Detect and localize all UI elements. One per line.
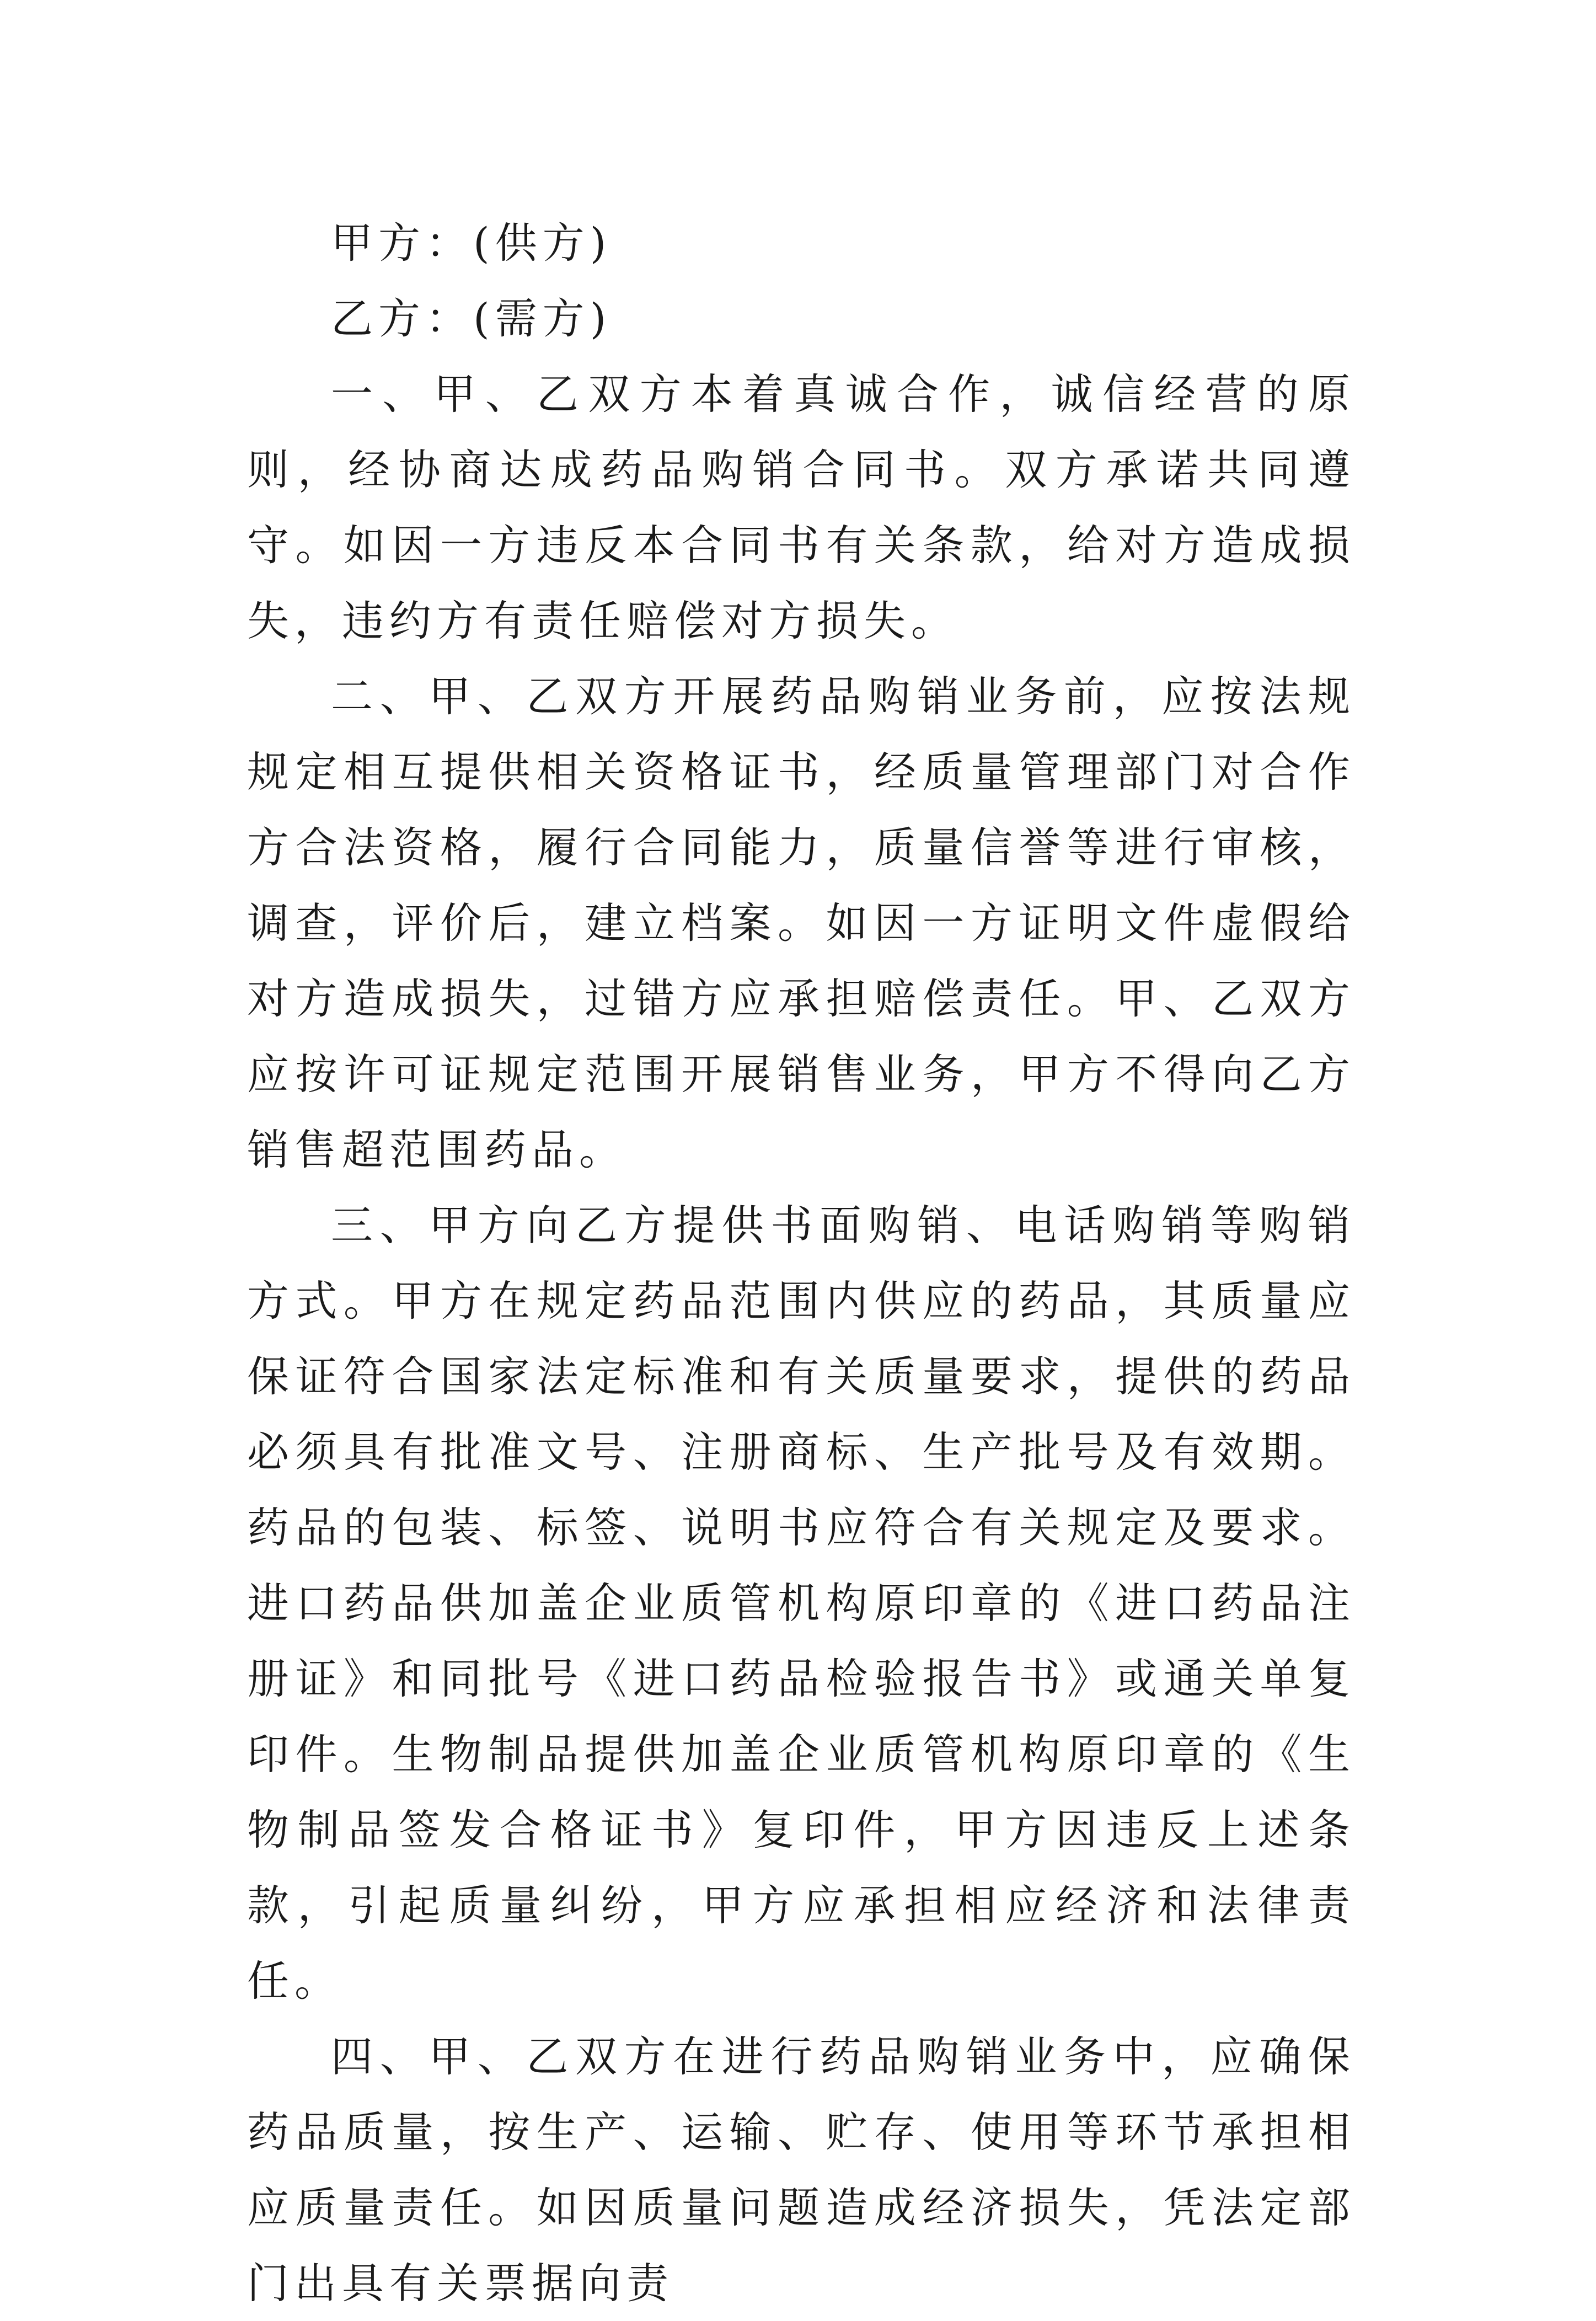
clause-3: 三、甲方向乙方提供书面购销、电话购销等购销方式。甲方在规定药品范围内供应的药品，其质量应保证符合国家法定标准和有关质量要求，提供的药品必须具有批准文号、注册商标、生产批号及有效期。药品的包装、标签、说明书应符合有关规定及要求。进口药品供加盖企业质管机构原印章的《进口药品注册证》和同批号《进口药品检验报告书》或通关单复印件。生物制品提供加盖企业质管机构原印章的《生物制品签发合格证书》复印件，甲方因违反上述条款，引起质量纠纷，甲方应承担相应经济和法律责任。 xyxy=(247,1201,1356,2006)
document-body xyxy=(247,205,1356,2321)
clause-1: 一、甲、乙双方本着真诚合作，诚信经营的原则，经协商达成药品购销合同书。双方承诺共同遵守。如因一方违反本合同书有关条款，给对方造成损失，违约方有责任赔偿对方损失。 xyxy=(247,370,1356,645)
clause-4: 四、甲、乙双方在进行药品购销业务中，应确保药品质量，按生产、运输、贮存、使用等环节承担相应质量责任。如因质量问题造成经济损失，凭法定部门出具有关票据向责 xyxy=(247,2032,1356,2308)
clause-2: 二、甲、乙双方开展药品购销业务前，应按法规规定相互提供相关资格证书，经质量管理部门对合作方合法资格，履行合同能力，质量信誉等进行审核，调查，评价后，建立档案。如因一方证明文件虚假给对方造成损失，过错方应承担赔偿责任。甲、乙双方应按许可证规定范围开展销售业务，甲方不得向乙方销售超范围药品。 xyxy=(247,672,1356,1174)
party-a-line: 甲方：(供方) xyxy=(331,218,612,268)
party-b-line: 乙方：(需方) xyxy=(331,294,612,343)
